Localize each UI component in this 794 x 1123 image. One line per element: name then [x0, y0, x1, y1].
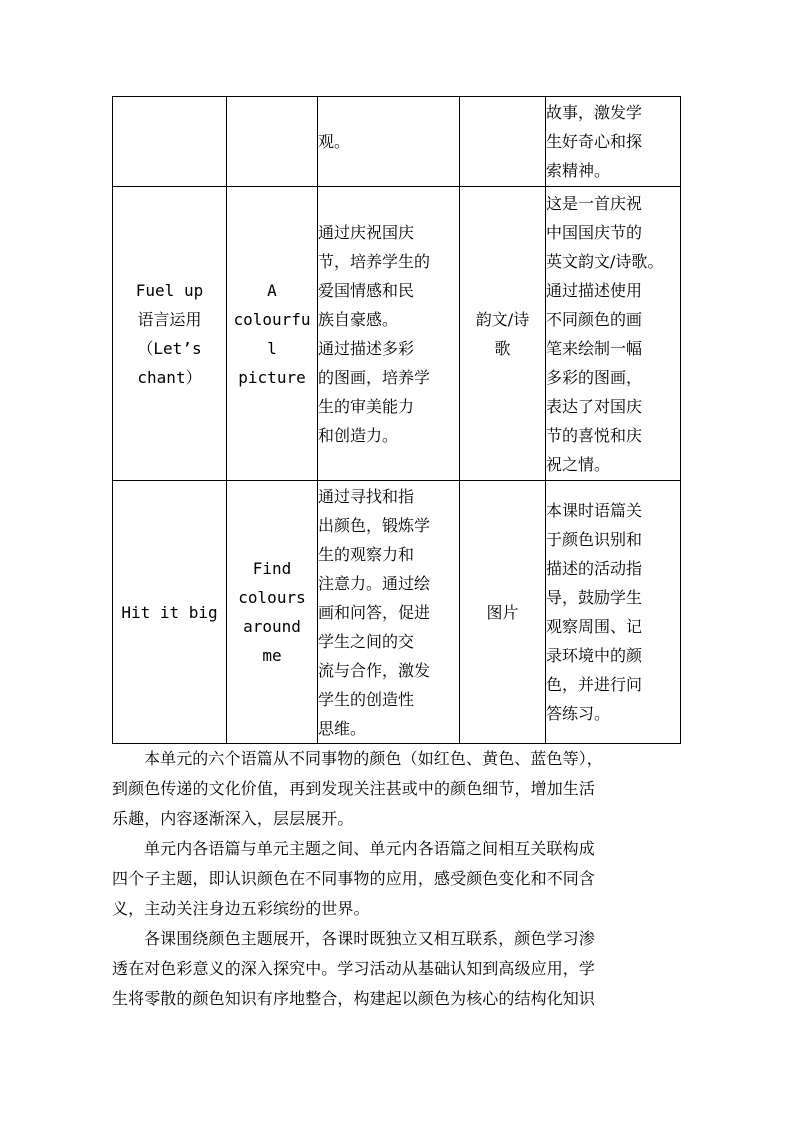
cell-goal: [318, 97, 460, 187]
cell-section-text: Fuel up 语言运用 （Let’s chant）: [135, 280, 204, 387]
cell-type-text: 图片: [486, 602, 519, 622]
cell-title-text: A colourfu l picture: [233, 280, 311, 387]
paragraph-line: 乐趣，内容逐渐深入，层层展开。: [112, 809, 354, 828]
unit-table-container: [112, 96, 681, 744]
cell-goal-text: 通过庆祝国庆 节，培养学生的 爱国情感和民 族自豪感。 通过描述多彩 的图画，培养学 生的审美能力 和创造力。: [318, 222, 431, 445]
cell-section: [113, 187, 227, 481]
cell-title: [227, 481, 318, 744]
unit-content-table: [112, 96, 681, 744]
paragraph-line: 透在对色彩意义的深入探究中。学习活动从基础认知到高级应用，学: [112, 959, 596, 978]
table-row: [113, 481, 681, 744]
paragraph-line: 本单元的六个语篇从不同事物的颜色（如红色、黄色、蓝色等），: [144, 749, 603, 768]
table-row: [113, 187, 681, 481]
cell-section: [113, 97, 227, 187]
cell-goal: [318, 187, 460, 481]
table-row: [113, 97, 681, 187]
cell-description: [546, 97, 681, 187]
paragraph-2: [112, 834, 682, 924]
cell-description: [546, 187, 681, 481]
paragraph-1: [112, 744, 682, 834]
paragraph-line: 生将零散的颜色知识有序地整合，构建起以颜色为核心的结构化知识: [112, 989, 596, 1008]
cell-goal: [318, 481, 460, 744]
cell-type: [460, 481, 546, 744]
body-paragraphs: [112, 744, 682, 1014]
cell-goal-text: 观。: [318, 132, 351, 151]
paragraph-line: 各课围绕颜色主题展开，各课时既独立又相互联系，颜色学习渗: [144, 929, 595, 948]
paragraph-line: 四个子主题，即认识颜色在不同事物的应用，感受颜色变化和不同含: [112, 869, 596, 888]
cell-type: [460, 97, 546, 187]
paragraph-line: 义，主动关注身边五彩缤纷的世界。: [112, 899, 370, 918]
paragraph-line: 到颜色传递的文化价值，再到发现关注甚或中的颜色细节，增加生活: [112, 779, 596, 798]
cell-type: [460, 187, 546, 481]
cell-description-text: 本课时语篇关 于颜色识别和 描述的活动指 导，鼓励学生 观察周围、记 录环境中的颜 色，并进行问 答练习。: [546, 501, 643, 723]
paragraph-line: 单元内各语篇与单元主题之间、单元内各语篇之间相互关联构成: [144, 839, 595, 858]
cell-section: [113, 481, 227, 744]
cell-goal-text: 通过寻找和指 出颜色，锻炼学 生的观察力和 注意力。通过绘 画和问答，促进 学生之间的交 流与合作，激发 学生的创造性 思维。: [318, 486, 431, 738]
cell-description-text: 故事，激发学 生好奇心和探 索精神。: [546, 103, 643, 180]
cell-description: [546, 481, 681, 744]
cell-section-text: Hit it big: [121, 602, 218, 622]
cell-description-text: 这是一首庆祝 中国国庆节的 英文韵文/诗歌。 通过描述使用 不同颜色的画 笔来绘制一幅 多彩的图画， 表达了对国庆 节的喜悦和庆 祝之情。: [546, 193, 664, 474]
cell-title: [227, 187, 318, 481]
cell-title-text: Find colours around me: [238, 559, 306, 665]
paragraph-3: [112, 924, 682, 1014]
cell-title: [227, 97, 318, 187]
cell-type-text: 韵文/诗 歌: [475, 309, 530, 358]
